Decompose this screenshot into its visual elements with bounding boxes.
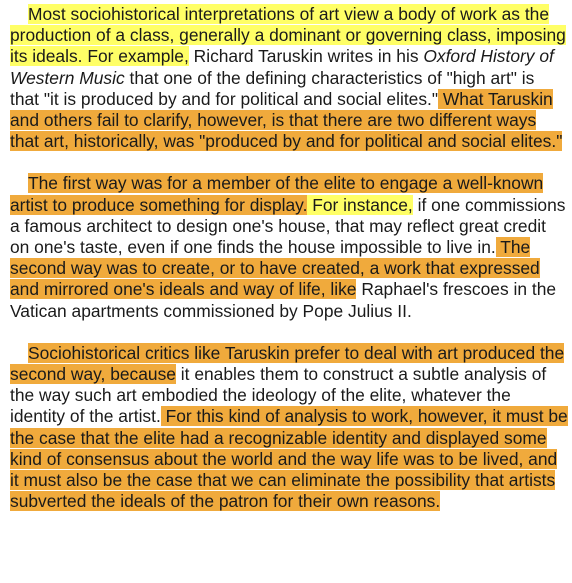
text-segment: Oxford History of Western Music bbox=[10, 46, 554, 88]
text-segment: Most sociohistorical interpretations of art view a body of work as the production of a class, generally a dominant or governing class, imposing its ideals. For example, bbox=[10, 4, 566, 67]
text-segment: What Taruskin and others fail to clarify, however, is that there are two different ways that art, historically, was "produced by and for political and social elites." bbox=[10, 88, 563, 152]
text-segment: The second way was to create, or to have created, a work that expressed and mirrored one's ideals and way of life, like bbox=[10, 237, 540, 300]
text-segment: For instance, bbox=[307, 194, 413, 215]
text-segment: if one commissions a famous architect to design one's house, that may reflect great credit on one's taste, even if one finds the house impossible to live in. bbox=[10, 194, 566, 258]
text-segment: For this kind of analysis to work, however, it must be the case that the elite had a recognizable identity and displayed some kind of consensus about the world and the way life was to be lived, and it must also be the case that we can eliminate the possibility that artists subverted the ideals of the patron for their own reasons. bbox=[10, 406, 568, 512]
paragraph-2 bbox=[10, 173, 568, 321]
text-segment: The first way was for a member of the elite to engage a well-known artist to produce something for display. bbox=[10, 173, 544, 215]
paragraph-3 bbox=[10, 343, 568, 513]
text-segment: that one of the defining characteristics of "high art" is that "it is produced by and for political and social elites." bbox=[10, 67, 535, 109]
text-segment: Richard Taruskin writes in his bbox=[188, 46, 424, 67]
text-segment: it enables them to construct a subtle analysis of the way such art embodied the ideology of the elite, whatever the identity of the artist. bbox=[10, 364, 547, 427]
text-segment: Raphael's frescoes in the Vatican apartments commissioned by Pope Julius II. bbox=[10, 279, 557, 321]
text-segment: Sociohistorical critics like Taruskin prefer to deal with art produced the second way, because bbox=[10, 342, 565, 385]
paragraph-1 bbox=[10, 4, 568, 152]
